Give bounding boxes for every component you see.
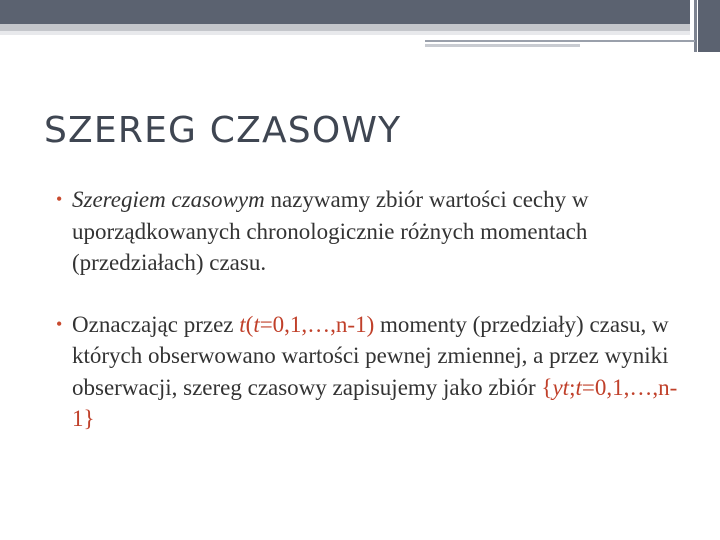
- index-range: =0,1,…,n-1): [259, 311, 375, 337]
- header-corner-block: [698, 0, 720, 52]
- bullet-list: [52, 184, 692, 435]
- set-brace-open: {: [541, 374, 553, 400]
- symbol-yt: yt: [552, 374, 570, 400]
- symbol-t-index: t: [253, 311, 260, 337]
- header-accent-line: [425, 40, 695, 42]
- header-corner-stripe: [694, 0, 697, 52]
- notation-body: momenty (przedziały) czasu, w których obserwowano wartości pewnej zmiennej, a przez wyniki obserwacji, szereg czasowy zapisujemy jako zbiór: [72, 311, 669, 400]
- paren-open: (: [245, 311, 254, 337]
- bullet-item-definition: [52, 184, 692, 279]
- definition-text: nazywamy zbiór wartości cechy w uporządkowanych chronologicznie różnych momentach (przedziałach) czasu.: [72, 187, 589, 275]
- header-stripe-gray: [0, 24, 690, 31]
- bullet-marker: •: [56, 189, 63, 209]
- symbol-t: t: [239, 311, 246, 337]
- bullet-item-notation: [52, 309, 692, 435]
- set-separator: ;: [569, 374, 576, 400]
- slide-title: SZEREG CZASOWY: [44, 110, 402, 151]
- notation-intro: Oznaczając przez: [72, 311, 240, 337]
- header-accent-line-short: [425, 44, 580, 47]
- set-range: =0,1,…,n-1}: [72, 374, 678, 431]
- symbol-t-set: t: [575, 374, 582, 400]
- header-stripe-light: [0, 31, 690, 35]
- defined-term: Szeregiem czasowym: [72, 187, 265, 212]
- bullet-marker: •: [56, 313, 63, 334]
- header-bar: [0, 0, 690, 24]
